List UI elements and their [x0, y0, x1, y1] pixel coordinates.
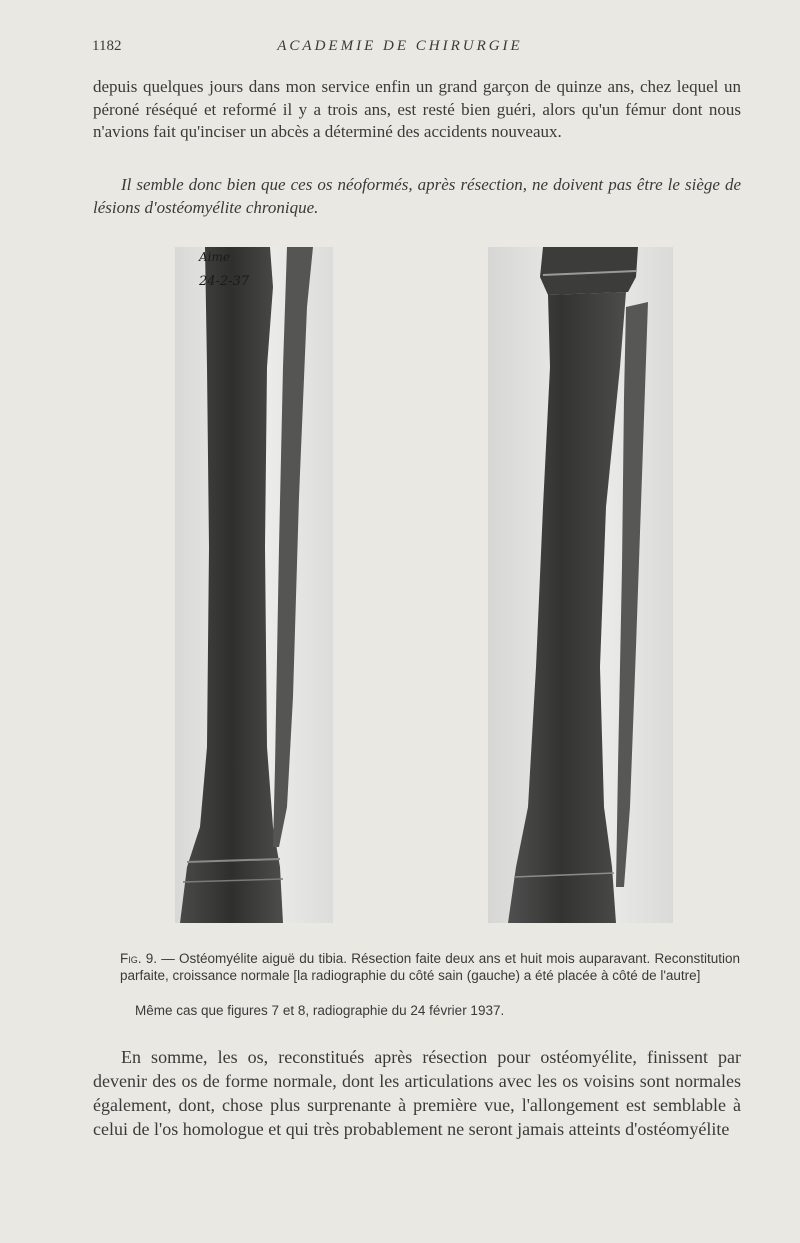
inscription-top: Aime [199, 250, 230, 264]
figure-caption-note: Même cas que figures 7 et 8, radiographie du 24 février 1937. [135, 1003, 505, 1018]
figure-label: Fig. 9. [120, 951, 157, 966]
conclusion-paragraph: Il semble donc bien que ces os néoformés, après résection, ne doivent pas être le siège de lésions d'ostéomyélite chronique. [93, 175, 741, 217]
page-number: 1182 [92, 38, 122, 54]
figure-caption [120, 950, 740, 984]
body-paragraph: depuis quelques jours dans mon service enfin un grand garçon de quinze ans, chez lequel un péroné réséqué et reformé il y a trois ans, est resté bien guéri, alors qu'un fémur dont nous n'avions fait qu'inciser un abcès a déterminé des accidents nouveaux. [93, 77, 741, 142]
inscription-date: 24-2-37 [199, 274, 250, 289]
radiograph-right [488, 247, 673, 923]
running-head: ACADEMIE DE CHIRURGIE [277, 38, 523, 54]
figure-caption-text: — Ostéomyélite aiguë du tibia. Résection faite deux ans et huit mois auparavant. Reconstitution parfaite, croissance normale [la radiographie du côté sain (gauche) a été placée à côté de l'autre] [120, 951, 740, 983]
closing-paragraph: En somme, les os, reconstitués après résection pour ostéomyélite, finissent par devenir des os de forme normale, dont les articulations avec les os voisins sont normales également, dont, chose plus surprenante à première vue, l'allongement est semblable à celui de l'os homologue et qui très probablement ne seront jamais atteints d'ostéomyélite [93, 1047, 741, 1139]
radiograph-left [175, 247, 333, 923]
